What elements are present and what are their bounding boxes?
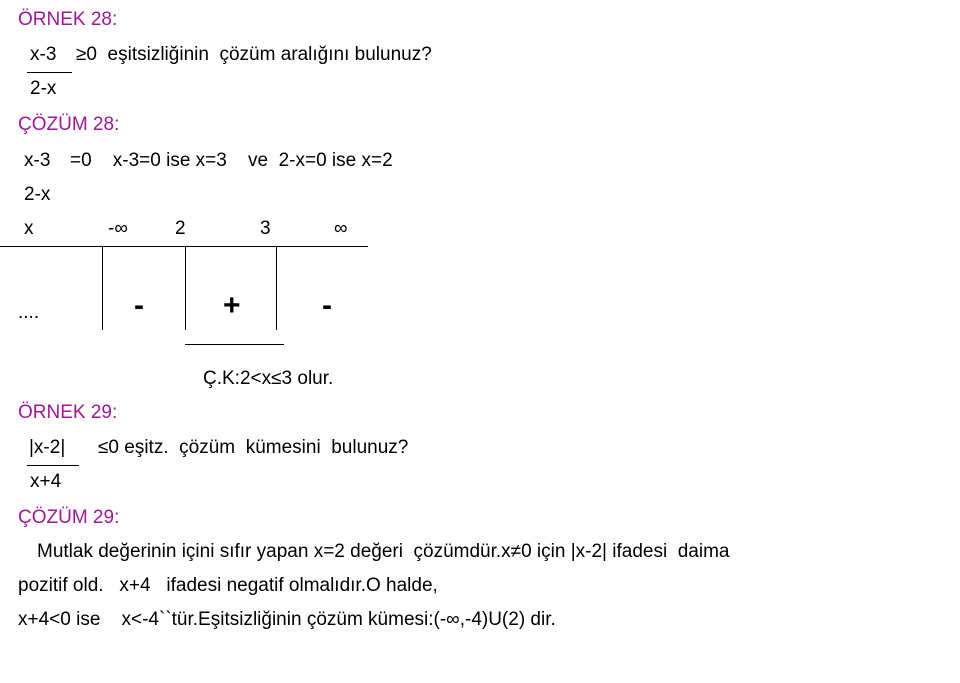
example-28-numerator: x-3 (30, 44, 57, 65)
solution-28-result: Ç.K:2<x≤3 olur. (203, 368, 334, 389)
sign-table-tick-infinity: ∞ (334, 218, 348, 239)
solution-29-line-1: Mutlak değerinin içini sıfır yapan x=2 değeri çözümdür.x≠0 için |x-2| ifadesi daima (37, 541, 730, 562)
sign-table-divider-3 (276, 246, 277, 330)
example-28-denominator: 2-x (30, 78, 57, 99)
solution-29-line-2: pozitif old. x+4 ifadesi negatif olmalıdır.O halde, (18, 575, 438, 596)
solution-28-numerator: x-3 (24, 150, 51, 171)
solution-28-heading: ÇÖZÜM 28: (18, 114, 120, 135)
solution-interval-underline (185, 344, 284, 345)
sign-table-tick-3: 3 (260, 218, 271, 239)
example-29-fraction-bar (27, 465, 79, 466)
example-29-denominator: x+4 (30, 471, 62, 492)
solution-28-equation: =0 x-3=0 ise x=3 ve 2-x=0 ise x=2 (70, 150, 393, 171)
solution-28-denominator: 2-x (24, 184, 51, 205)
solution-29-heading: ÇÖZÜM 29: (18, 507, 120, 528)
sign-table-divider-2 (185, 246, 186, 330)
example-28-fraction-bar (27, 72, 72, 73)
example-28-heading: ÖRNEK 28: (18, 9, 118, 30)
sign-table-tick-2: 2 (175, 218, 186, 239)
sign-table-tick-neg-infinity: -∞ (108, 218, 128, 239)
example-29-question: ≤0 eşitz. çözüm kümesini bulunuz? (98, 437, 409, 458)
example-29-heading: ÖRNEK 29: (18, 402, 118, 423)
solution-29-line-3: x+4<0 ise x<-4``tür.Eşitsizliğinin çözüm kümesi:(-∞,-4)U(2) dir. (18, 609, 556, 630)
sign-table-horizontal-rule (0, 246, 368, 247)
sign-table-divider-1 (102, 246, 103, 330)
example-29-numerator: |x-2| (29, 437, 66, 458)
sign-table-variable: x (24, 218, 34, 239)
sign-table-sign-3: - (322, 289, 332, 322)
sign-table-sign-2: + (223, 289, 241, 322)
example-28-question: ≥0 eşitsizliğinin çözüm aralığını bulunuz? (76, 44, 432, 65)
sign-table-sign-1: - (134, 289, 144, 322)
sign-table-row-label: .... (18, 302, 40, 323)
